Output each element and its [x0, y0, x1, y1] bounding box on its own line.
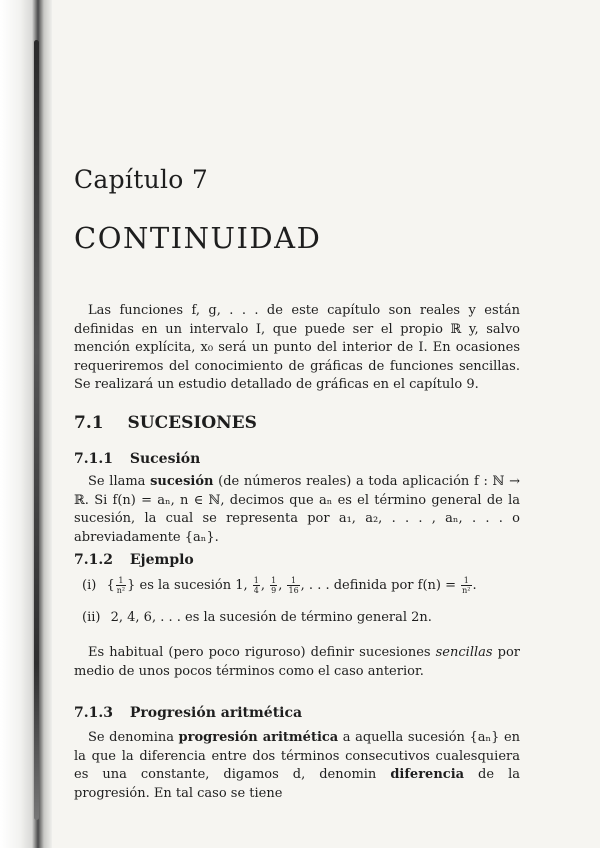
text-run: {	[106, 578, 115, 593]
subsection-number: 7.1.2	[74, 552, 113, 568]
text-run: a aquella sucesión {aₙ} en la que la diferencia entre dos términos consecutivos cualesquiera es una constante, digamos d, denomin	[74, 730, 521, 782]
fraction	[116, 576, 126, 595]
subsection-number: 7.1.3	[74, 705, 113, 721]
section-title: SUCESIONES	[127, 413, 257, 433]
defined-term: progresión aritmética	[178, 730, 339, 745]
item-label: (i)	[82, 578, 97, 593]
subsection-heading-1	[74, 451, 200, 467]
defined-term: sucesión	[150, 474, 214, 489]
fraction-denominator: 16	[288, 586, 299, 595]
text-run: , . . . definida por f(n) =	[300, 578, 456, 593]
subsection-heading-3	[74, 705, 302, 721]
text-run: (de números reales) a toda aplicación f : ℕ → ℝ. Si f(n) = aₙ, n ∈ ℕ, decimos que aₙ es el término general de la sucesión, la cual se representa por a₁, a₂, . . . , aₙ, . . . o abreviadamente {aₙ}.	[74, 474, 520, 545]
progresion-definition	[74, 729, 520, 803]
subsection-number: 7.1.1	[74, 451, 113, 467]
text-run: .	[472, 578, 477, 593]
subsection-title: Progresión aritmética	[129, 705, 303, 721]
subsection-title: Sucesión	[129, 451, 201, 467]
fraction-numerator: 1	[287, 576, 299, 586]
binding-edge	[34, 40, 39, 820]
fraction-denominator: n²	[116, 586, 126, 595]
fraction-numerator: 1	[271, 576, 277, 585]
text-run: por medio de unos pocos términos como el caso anterior.	[74, 645, 520, 679]
text-run: Se denomina	[88, 730, 179, 745]
chapter-label: Capítulo 7	[74, 165, 209, 194]
fraction-numerator: 1	[253, 576, 259, 585]
section-number: 7.1	[74, 413, 104, 433]
defined-term: diferencia	[390, 767, 465, 782]
fraction-denominator: 4	[253, 586, 259, 595]
book-spine-shadow	[0, 0, 52, 848]
subsection-heading-2	[74, 552, 194, 568]
fraction-numerator: 1	[116, 576, 126, 586]
fraction-denominator: n²	[462, 586, 471, 595]
text-run: de la progresión. En tal caso se tiene	[74, 767, 520, 801]
example-item-2	[82, 609, 432, 627]
fraction	[270, 576, 277, 595]
fraction	[287, 576, 299, 595]
intro-paragraph: Las funciones f, g, . . . de este capítulo son reales y están definidas en un intervalo I, que puede ser el propio ℝ y, salvo mención explícita, x₀ será un punto del interior de I. En ocasiones requeriremos del conocimiento de gráficas de funciones sencillas. Se realizará un estudio detallado de gráficas en el capítulo 9.	[74, 303, 520, 392]
text-run: } es la sucesión 1,	[127, 578, 248, 593]
text-run: Es habitual (pero poco riguroso) definir sucesiones	[88, 645, 436, 660]
example-note	[74, 644, 520, 681]
subsection-title: Ejemplo	[129, 552, 194, 568]
fraction-numerator: 1	[461, 576, 471, 586]
fraction-denominator: 9	[271, 586, 277, 595]
fraction	[253, 576, 260, 595]
sucesion-definition	[74, 473, 520, 547]
fraction	[461, 576, 471, 595]
chapter-title: CONTINUIDAD	[74, 221, 322, 255]
item-label: (ii)	[82, 610, 101, 625]
section-heading	[74, 413, 257, 433]
item-text: 2, 4, 6, . . . es la sucesión de término general 2n.	[110, 610, 432, 625]
text-run: Se llama	[88, 474, 151, 489]
emphasized-term: sencillas	[435, 645, 493, 660]
example-item-1: (i) { $\frac{1}{\text{n²}}$ } es la sucesión 1, $\frac{1}{4}$ , $\frac{1}{9}$ , $\frac{1}{16}$ , . . . definida por f(n) = $\frac{1}{\text{n²}}$ .	[82, 576, 477, 595]
